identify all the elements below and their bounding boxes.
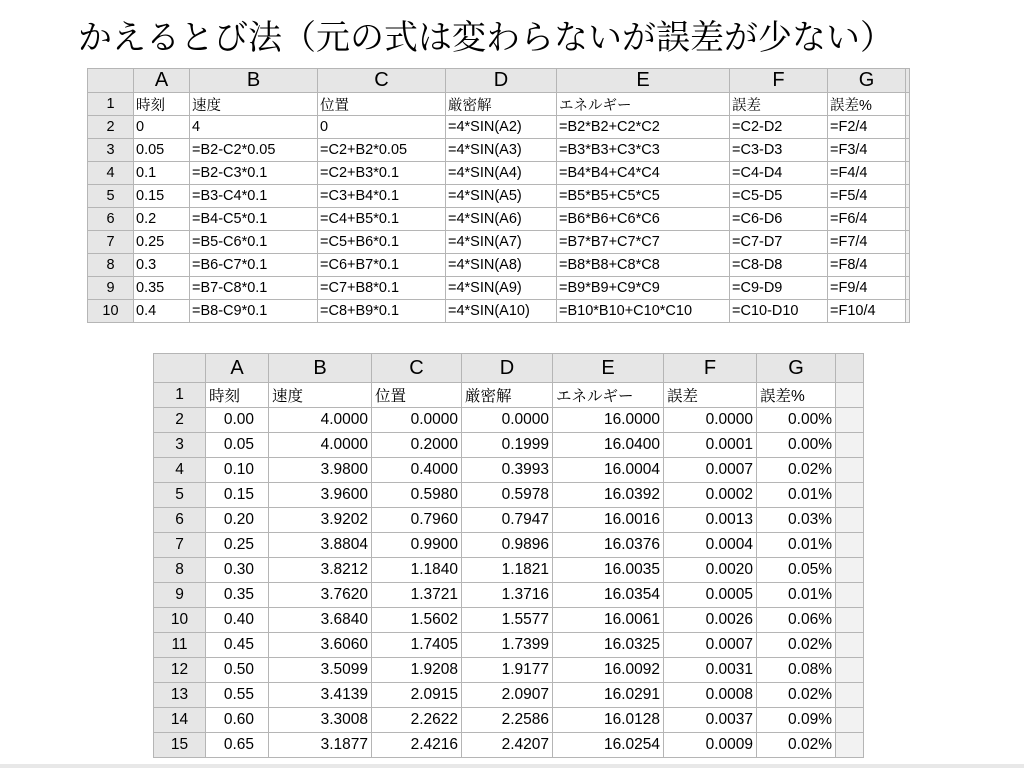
row-header[interactable]: 10 [154, 608, 206, 633]
table-row [154, 733, 864, 758]
cell[interactable]: =4*SIN(A2) [446, 116, 557, 139]
cell[interactable]: 2.4207 [462, 733, 553, 758]
cell[interactable]: =C2-D2 [730, 116, 828, 139]
table-row [154, 533, 864, 558]
cell[interactable]: =C4-D4 [730, 162, 828, 185]
column-header-f[interactable]: F [664, 354, 757, 383]
cell-overflow [906, 139, 910, 162]
table-row [154, 708, 864, 733]
cell[interactable]: =B3-C4*0.1 [190, 185, 318, 208]
cell-overflow [836, 408, 864, 433]
column-header-b[interactable]: B [190, 69, 318, 93]
cell[interactable]: 0.0000 [372, 408, 462, 433]
table-row [88, 277, 910, 300]
cell[interactable]: エネルギー [557, 93, 730, 116]
cell[interactable]: 1.9177 [462, 658, 553, 683]
cell-overflow [836, 458, 864, 483]
cell[interactable]: =4*SIN(A7) [446, 231, 557, 254]
cell[interactable]: 0.15 [134, 185, 190, 208]
cell-overflow [906, 254, 910, 277]
table-row [154, 583, 864, 608]
cell[interactable]: 2.2586 [462, 708, 553, 733]
cell[interactable]: 0.9900 [372, 533, 462, 558]
cell[interactable]: =4*SIN(A9) [446, 277, 557, 300]
cell[interactable]: 0.4 [134, 300, 190, 323]
cell[interactable]: 4.0000 [269, 433, 372, 458]
row-header-1[interactable]: 1 [154, 383, 206, 408]
cell-overflow [906, 208, 910, 231]
cell[interactable]: 16.0325 [553, 633, 664, 658]
column-header-d[interactable]: D [462, 354, 553, 383]
cell[interactable]: 0.02% [757, 683, 836, 708]
cell-overflow [906, 277, 910, 300]
cell[interactable]: 0.1999 [462, 433, 553, 458]
cell[interactable]: 0.05% [757, 558, 836, 583]
cell-overflow [836, 658, 864, 683]
cell[interactable]: 0.0000 [462, 408, 553, 433]
cell[interactable]: 0.03% [757, 508, 836, 533]
cell[interactable]: =B4-C5*0.1 [190, 208, 318, 231]
cell[interactable]: 0.0004 [664, 533, 757, 558]
row-header[interactable]: 12 [154, 658, 206, 683]
cell[interactable]: 3.9202 [269, 508, 372, 533]
cell[interactable]: 3.9800 [269, 458, 372, 483]
cell[interactable]: 0.05 [206, 433, 269, 458]
cell-overflow [836, 733, 864, 758]
column-header-c[interactable]: C [318, 69, 446, 93]
cell[interactable]: 0.40 [206, 608, 269, 633]
column-header-d[interactable]: D [446, 69, 557, 93]
cell[interactable]: 0.0005 [664, 583, 757, 608]
cell[interactable]: 0.0000 [664, 408, 757, 433]
row-header[interactable]: 5 [154, 483, 206, 508]
row-header[interactable]: 2 [88, 116, 134, 139]
cell[interactable]: 0.08% [757, 658, 836, 683]
cell-overflow [906, 162, 910, 185]
cell[interactable]: =C2+B3*0.1 [318, 162, 446, 185]
cell[interactable]: =B5-C6*0.1 [190, 231, 318, 254]
cell[interactable]: 0.00% [757, 433, 836, 458]
row-header[interactable]: 3 [88, 139, 134, 162]
cell[interactable]: 2.4216 [372, 733, 462, 758]
cell[interactable]: =B2-C2*0.05 [190, 139, 318, 162]
row-header[interactable]: 8 [154, 558, 206, 583]
cell[interactable]: 2.2622 [372, 708, 462, 733]
cell-overflow [906, 116, 910, 139]
column-header-f[interactable]: F [730, 69, 828, 93]
cell[interactable]: 16.0016 [553, 508, 664, 533]
row-header[interactable]: 9 [88, 277, 134, 300]
cell[interactable]: =4*SIN(A10) [446, 300, 557, 323]
cell[interactable]: 16.0000 [553, 408, 664, 433]
cell[interactable]: 0.0009 [664, 733, 757, 758]
cell[interactable]: 16.0061 [553, 608, 664, 633]
cell[interactable]: 16.0291 [553, 683, 664, 708]
cell[interactable]: 1.5577 [462, 608, 553, 633]
cell[interactable]: 0.0026 [664, 608, 757, 633]
cell[interactable]: 0.0037 [664, 708, 757, 733]
cell-overflow [836, 508, 864, 533]
row-header[interactable]: 7 [154, 533, 206, 558]
cell[interactable]: 3.8804 [269, 533, 372, 558]
cell-overflow [906, 93, 910, 116]
cell[interactable]: =F7/4 [828, 231, 906, 254]
cell[interactable]: 0.60 [206, 708, 269, 733]
column-header-a[interactable]: A [134, 69, 190, 93]
cell[interactable]: 3.9600 [269, 483, 372, 508]
column-header-row [88, 69, 910, 93]
cell[interactable]: 0.4000 [372, 458, 462, 483]
cell[interactable]: 0.01% [757, 483, 836, 508]
cell[interactable]: 16.0392 [553, 483, 664, 508]
cell[interactable]: 0.2 [134, 208, 190, 231]
table-row [154, 408, 864, 433]
cell[interactable]: =C3-D3 [730, 139, 828, 162]
cell[interactable]: =B7*B7+C7*C7 [557, 231, 730, 254]
cell[interactable]: 速度 [269, 383, 372, 408]
table-row [88, 139, 910, 162]
table-row [154, 483, 864, 508]
cell[interactable]: =B10*B10+C10*C10 [557, 300, 730, 323]
cell[interactable]: 0.2000 [372, 433, 462, 458]
cell[interactable]: 16.0400 [553, 433, 664, 458]
cell-overflow [906, 185, 910, 208]
row-header[interactable]: 9 [154, 583, 206, 608]
cell[interactable]: 0.0002 [664, 483, 757, 508]
cell[interactable]: 3.6060 [269, 633, 372, 658]
cell[interactable]: =B9*B9+C9*C9 [557, 277, 730, 300]
column-header-e[interactable]: E [557, 69, 730, 93]
table-row [88, 208, 910, 231]
cell[interactable]: 3.8212 [269, 558, 372, 583]
cell[interactable]: 0.3 [134, 254, 190, 277]
table-row [88, 185, 910, 208]
cell[interactable]: 3.4139 [269, 683, 372, 708]
column-header-g[interactable]: G [828, 69, 906, 93]
cell[interactable]: 0.30 [206, 558, 269, 583]
row-header[interactable]: 4 [154, 458, 206, 483]
column-header-g[interactable]: G [757, 354, 836, 383]
cell[interactable]: =F9/4 [828, 277, 906, 300]
cell[interactable]: =C10-D10 [730, 300, 828, 323]
cell[interactable]: =C6+B7*0.1 [318, 254, 446, 277]
cell[interactable]: 誤差 [730, 93, 828, 116]
cell[interactable]: 0.00 [206, 408, 269, 433]
cell[interactable]: 0.55 [206, 683, 269, 708]
cell[interactable]: 位置 [318, 93, 446, 116]
table-row [154, 608, 864, 633]
cell[interactable]: =B4*B4+C4*C4 [557, 162, 730, 185]
table-row [154, 658, 864, 683]
cell[interactable]: 0 [134, 116, 190, 139]
values-sheet [153, 353, 864, 758]
cell[interactable]: 0.25 [206, 533, 269, 558]
cell[interactable]: =C3+B4*0.1 [318, 185, 446, 208]
cell[interactable]: 0.5978 [462, 483, 553, 508]
cell[interactable]: 0.1 [134, 162, 190, 185]
cell[interactable]: 3.6840 [269, 608, 372, 633]
cell[interactable]: =F4/4 [828, 162, 906, 185]
cell[interactable]: 0.7960 [372, 508, 462, 533]
column-header-overflow [836, 354, 864, 383]
table-row [154, 633, 864, 658]
select-all-corner[interactable] [154, 354, 206, 383]
cell[interactable]: =F6/4 [828, 208, 906, 231]
cell[interactable]: 速度 [190, 93, 318, 116]
cell[interactable]: 1.3716 [462, 583, 553, 608]
cell[interactable]: 1.5602 [372, 608, 462, 633]
cell[interactable]: 16.0376 [553, 533, 664, 558]
cell[interactable]: 16.0035 [553, 558, 664, 583]
cell[interactable]: 0 [318, 116, 446, 139]
table-row [88, 231, 910, 254]
cell[interactable]: =C6-D6 [730, 208, 828, 231]
cell[interactable]: 0.06% [757, 608, 836, 633]
cell[interactable]: 0.0031 [664, 658, 757, 683]
cell-overflow [836, 608, 864, 633]
cell-overflow [836, 383, 864, 408]
cell[interactable]: 0.65 [206, 733, 269, 758]
cell-overflow [836, 583, 864, 608]
cell[interactable]: 3.5099 [269, 658, 372, 683]
cell[interactable]: 0.02% [757, 633, 836, 658]
table-row [154, 458, 864, 483]
cell[interactable]: 位置 [372, 383, 462, 408]
cell[interactable]: 0.7947 [462, 508, 553, 533]
column-header-row [154, 354, 864, 383]
cell[interactable]: 0.0020 [664, 558, 757, 583]
cell[interactable]: =C8+B9*0.1 [318, 300, 446, 323]
row-header[interactable]: 7 [88, 231, 134, 254]
cell[interactable]: 3.7620 [269, 583, 372, 608]
cell-overflow [836, 558, 864, 583]
cell-overflow [836, 633, 864, 658]
cell[interactable]: 16.0354 [553, 583, 664, 608]
cell[interactable]: 0.01% [757, 533, 836, 558]
cell[interactable]: 0.09% [757, 708, 836, 733]
row-header[interactable]: 6 [154, 508, 206, 533]
cell[interactable]: 1.7399 [462, 633, 553, 658]
cell[interactable]: 0.45 [206, 633, 269, 658]
table-row [154, 683, 864, 708]
cell-overflow [836, 683, 864, 708]
cell[interactable]: 2.0907 [462, 683, 553, 708]
cell[interactable]: =C2+B2*0.05 [318, 139, 446, 162]
table-row [154, 508, 864, 533]
cell-overflow [836, 433, 864, 458]
column-header-a[interactable]: A [206, 354, 269, 383]
row-header[interactable]: 14 [154, 708, 206, 733]
cell[interactable]: 0.5980 [372, 483, 462, 508]
cell[interactable]: 0.3993 [462, 458, 553, 483]
cell[interactable]: =4*SIN(A3) [446, 139, 557, 162]
cell[interactable]: 0.50 [206, 658, 269, 683]
table-row [88, 162, 910, 185]
cell[interactable]: 3.3008 [269, 708, 372, 733]
cell[interactable]: 0.9896 [462, 533, 553, 558]
formula-sheet [87, 68, 910, 323]
cell[interactable]: =B2*B2+C2*C2 [557, 116, 730, 139]
table-row [88, 300, 910, 323]
cell[interactable]: 誤差% [757, 383, 836, 408]
cell[interactable]: 0.02% [757, 733, 836, 758]
cell[interactable]: 3.1877 [269, 733, 372, 758]
row-header[interactable]: 2 [154, 408, 206, 433]
cell[interactable]: =F10/4 [828, 300, 906, 323]
cell[interactable]: =B3*B3+C3*C3 [557, 139, 730, 162]
cell[interactable]: =F2/4 [828, 116, 906, 139]
cell[interactable]: =B8*B8+C8*C8 [557, 254, 730, 277]
select-all-corner[interactable] [88, 69, 134, 93]
cell-overflow [906, 231, 910, 254]
row-header[interactable]: 15 [154, 733, 206, 758]
cell[interactable]: エネルギー [553, 383, 664, 408]
row-header[interactable]: 6 [88, 208, 134, 231]
cell[interactable]: =C9-D9 [730, 277, 828, 300]
cell[interactable]: 0.35 [134, 277, 190, 300]
cell[interactable]: 誤差% [828, 93, 906, 116]
cell[interactable]: 16.0128 [553, 708, 664, 733]
cell[interactable]: =B7-C8*0.1 [190, 277, 318, 300]
table-row [88, 254, 910, 277]
column-header-overflow [906, 69, 910, 93]
slide-title: かえるとび法（元の式は変わらないが誤差が少ない） [78, 18, 894, 58]
cell-overflow [836, 533, 864, 558]
row-header[interactable]: 5 [88, 185, 134, 208]
cell[interactable]: 0.15 [206, 483, 269, 508]
cell[interactable]: 1.1821 [462, 558, 553, 583]
cell[interactable]: =C5+B6*0.1 [318, 231, 446, 254]
cell[interactable]: 16.0254 [553, 733, 664, 758]
row-header[interactable]: 3 [154, 433, 206, 458]
row-header[interactable]: 4 [88, 162, 134, 185]
cell[interactable]: 16.0092 [553, 658, 664, 683]
row-header[interactable]: 13 [154, 683, 206, 708]
cell[interactable]: 0.20 [206, 508, 269, 533]
cell[interactable]: 0.02% [757, 458, 836, 483]
cell[interactable]: 0.0013 [664, 508, 757, 533]
row-header[interactable]: 10 [88, 300, 134, 323]
cell[interactable]: =C7-D7 [730, 231, 828, 254]
cell[interactable]: =C8-D8 [730, 254, 828, 277]
cell[interactable]: 1.7405 [372, 633, 462, 658]
cell[interactable]: =B2-C3*0.1 [190, 162, 318, 185]
cell[interactable]: =4*SIN(A8) [446, 254, 557, 277]
row-header[interactable]: 11 [154, 633, 206, 658]
cell[interactable]: 0.0008 [664, 683, 757, 708]
cell-overflow [906, 300, 910, 323]
column-header-b[interactable]: B [269, 354, 372, 383]
table-row-1 [88, 93, 910, 116]
cell[interactable]: =C5-D5 [730, 185, 828, 208]
slide-bottom-bar [0, 764, 1024, 768]
cell[interactable]: =C7+B8*0.1 [318, 277, 446, 300]
cell[interactable]: =C4+B5*0.1 [318, 208, 446, 231]
column-header-e[interactable]: E [553, 354, 664, 383]
cell[interactable]: 0.0007 [664, 633, 757, 658]
cell[interactable]: =F3/4 [828, 139, 906, 162]
cell[interactable]: =B6*B6+C6*C6 [557, 208, 730, 231]
cell[interactable]: =4*SIN(A6) [446, 208, 557, 231]
table-row-1 [154, 383, 864, 408]
cell-overflow [836, 708, 864, 733]
table-row [88, 116, 910, 139]
row-header-1[interactable]: 1 [88, 93, 134, 116]
cell[interactable]: 0.10 [206, 458, 269, 483]
cell-overflow [836, 483, 864, 508]
cell[interactable]: 時刻 [206, 383, 269, 408]
table-row [154, 433, 864, 458]
cell[interactable]: =4*SIN(A4) [446, 162, 557, 185]
column-header-c[interactable]: C [372, 354, 462, 383]
cell[interactable]: 厳密解 [446, 93, 557, 116]
cell[interactable]: 16.0004 [553, 458, 664, 483]
cell[interactable]: 厳密解 [462, 383, 553, 408]
cell[interactable]: 0.01% [757, 583, 836, 608]
cell[interactable]: =B8-C9*0.1 [190, 300, 318, 323]
cell[interactable]: =4*SIN(A5) [446, 185, 557, 208]
cell[interactable]: 時刻 [134, 93, 190, 116]
cell[interactable]: 0.25 [134, 231, 190, 254]
cell[interactable]: 0.0001 [664, 433, 757, 458]
cell[interactable]: 1.9208 [372, 658, 462, 683]
cell[interactable]: 0.05 [134, 139, 190, 162]
cell[interactable]: 誤差 [664, 383, 757, 408]
cell[interactable]: 2.0915 [372, 683, 462, 708]
cell[interactable]: =F8/4 [828, 254, 906, 277]
cell[interactable]: 0.35 [206, 583, 269, 608]
cell[interactable]: =B6-C7*0.1 [190, 254, 318, 277]
cell[interactable]: 1.1840 [372, 558, 462, 583]
cell[interactable]: =F5/4 [828, 185, 906, 208]
cell[interactable]: 0.0007 [664, 458, 757, 483]
cell[interactable]: 4 [190, 116, 318, 139]
cell[interactable]: =B5*B5+C5*C5 [557, 185, 730, 208]
table-row [154, 558, 864, 583]
row-header[interactable]: 8 [88, 254, 134, 277]
cell[interactable]: 0.00% [757, 408, 836, 433]
cell[interactable]: 4.0000 [269, 408, 372, 433]
cell[interactable]: 1.3721 [372, 583, 462, 608]
